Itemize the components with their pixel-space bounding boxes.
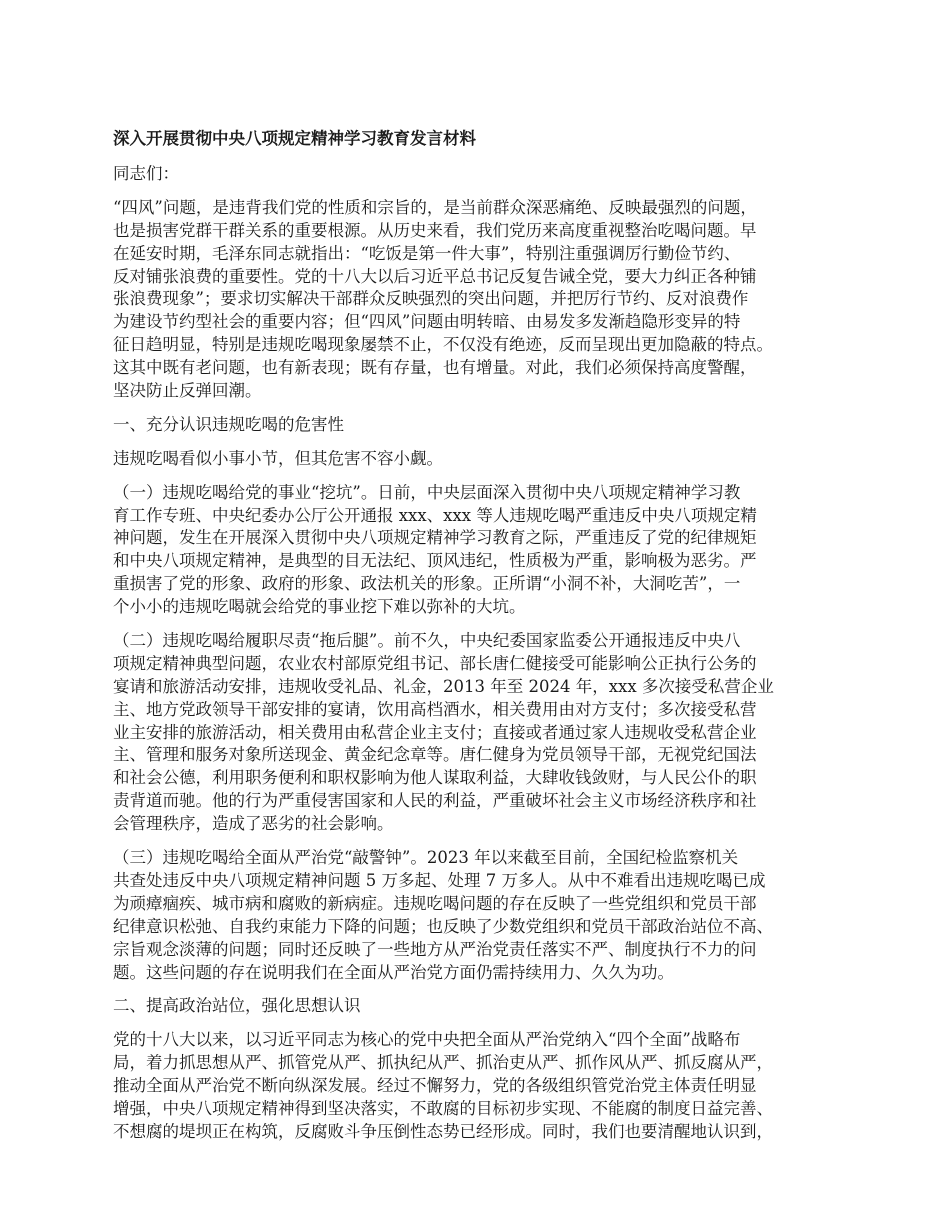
text-line: 为顽瘴痼疾、城市病和腐败的新病症。违规吃喝问题的存在反映了一些党组织和党员干部 xyxy=(113,893,757,913)
text-line: 神问题，发生在开展深入贯彻中央八项规定精神学习教育之际，严重违反了党的纪律规矩 xyxy=(113,528,757,548)
text-line: 宴请和旅游活动安排，违规收受礼品、礼金，2013 年至 2024 年，xxx 多次接受私营企业 xyxy=(113,676,774,696)
text-line: 育工作专班、中央纪委办公厅公开通报 xxx、xxx 等人违规吃喝严重违反中央八项规定精 xyxy=(113,505,757,525)
text-line: 宗旨观念淡薄的问题；同时还反映了一些地方从严治党责任落实不严、制度执行不力的问 xyxy=(113,939,757,959)
text-line: 也是损害党群干群关系的重要根源。从历史来看，我们党历来高度重视整治吃喝问题。早 xyxy=(113,220,757,240)
text-line: 违规吃喝看似小事小节，但其危害不容小觑。 xyxy=(113,448,443,468)
text-line: 反对铺张浪费的重要性。党的十八大以后习近平总书记反复告诫全党，要大力纠正各种铺 xyxy=(113,266,757,286)
section-heading xyxy=(113,995,853,1018)
text-line: 和中央八项规定精神，是典型的目无法纪、顶风违纪，性质极为严重，影响极为恶劣。严 xyxy=(113,551,757,571)
text-line: 主、地方党政领导干部安排的宴请，饮用高档酒水，相关费用由对方支付；多次接受私营 xyxy=(113,699,757,719)
text-line: 会管理秩序，造成了恶劣的社会影响。 xyxy=(113,814,394,834)
text-line: 在延安时期，毛泽东同志就指出：“吃饭是第一件大事”，特别注重强调厉行勤俭节约、 xyxy=(113,243,741,263)
text-line: 共查处违反中央八项规定精神问题 5 万多起、处理 7 万多人。从中不难看出违规吃喝已成 xyxy=(113,870,766,890)
paragraph xyxy=(113,1029,853,1143)
text-line: 坚决防止反弹回潮。 xyxy=(113,381,262,401)
paragraph xyxy=(113,197,853,403)
text-line: 党的十八大以来，以习近平同志为核心的党中央把全面从严治党纳入“四个全面”战略布 xyxy=(113,1030,741,1050)
text-line: 为建设节约型社会的重要内容；但“四风”问题由明转暗、由易发多发渐趋隐形变异的特 xyxy=(113,312,741,332)
text-line: 责背道而驰。他的行为严重侵害国家和人民的利益，严重破坏社会主义市场经济秩序和社 xyxy=(113,791,757,811)
text-line: 项规定精神典型问题，农业农村部原党组书记、部长唐仁健接受可能影响公正执行公务的 xyxy=(113,653,757,673)
document-title: 深入开展贯彻中央八项规定精神学习教育发言材料 xyxy=(113,129,476,148)
text-line: 和社会公德，利用职务便利和职权影响为他人谋取利益，大肆收钱敛财，与人民公仆的职 xyxy=(113,768,757,788)
text-line: 题。这些问题的存在说明我们在全面从严治党方面仍需持续用力、久久为功。 xyxy=(113,962,674,982)
text-line: 推动全面从严治党不断向纵深发展。经过不懈努力，党的各级组织管党治党主体责任明显 xyxy=(113,1076,757,1096)
text-line: 不想腐的堤坝正在构筑，反腐败斗争压倒性态势已经形成。同时，我们也要清醒地认识到， xyxy=(113,1121,773,1141)
text-line: 同志们： xyxy=(113,164,179,183)
text-line: 一、充分认识违规吃喝的危害性 xyxy=(113,414,344,434)
text-line: （二）违规吃喝给履职尽责“拖后腿”。前不久，中央纪委国家监委公开通报违反中央八 xyxy=(113,631,741,651)
text-line: （三）违规吃喝给全面从严治党“敲警钟”。2023 年以来截至目前，全国纪检监察机关 xyxy=(113,848,739,868)
text-line: （一）违规吃喝给党的事业“挖坑”。日前，中央层面深入贯彻中央八项规定精神学习教 xyxy=(113,482,741,502)
text-line: “四风”问题，是违背我们党的性质和宗旨的，是当前群众深恶痛绝、反映最强烈的问题， xyxy=(113,197,757,217)
text-line: 重损害了党的形象、政府的形象、政法机关的形象。正所谓“小洞不补，大洞吃苦”，一 xyxy=(113,574,741,594)
text-line: 主、管理和服务对象所送现金、黄金纪念章等。唐仁健身为党员领导干部，无视党纪国法 xyxy=(113,745,757,765)
paragraph xyxy=(113,847,853,984)
section-heading xyxy=(113,414,853,437)
text-line: 征日趋明显，特别是违规吃喝现象屡禁不止，不仅没有绝迹，反而呈现出更加隐蔽的特点。 xyxy=(113,335,773,355)
text-line: 张浪费现象”；要求切实解决干部群众反映强烈的突出问题，并把厉行节约、反对浪费作 xyxy=(113,289,749,309)
text-line: 局，着力抓思想从严、抓管党从严、抓执纪从严、抓治吏从严、抓作风从严、抓反腐从严， xyxy=(113,1053,773,1073)
text-line: 这其中既有老问题，也有新表现；既有存量，也有增量。对此，我们必须保持高度警醒， xyxy=(113,358,757,378)
text-line: 业主安排的旅游活动，相关费用由私营企业主支付；直接或者通过家人违规收受私营企业 xyxy=(113,722,757,742)
text-line: 增强，中央八项规定精神得到坚决落实，不敢腐的目标初步实现、不能腐的制度日益完善、 xyxy=(113,1098,773,1118)
document-page xyxy=(113,128,853,1155)
salutation xyxy=(113,163,853,186)
text-line: 个小小的违规吃喝就会给党的事业挖下难以弥补的大坑。 xyxy=(113,597,526,617)
paragraph xyxy=(113,482,853,619)
text-line: 二、提高政治站位，强化思想认识 xyxy=(113,996,361,1016)
document-body xyxy=(113,163,853,1144)
paragraph xyxy=(113,630,853,836)
text-line: 纪律意识松弛、自我约束能力下降的问题；也反映了少数党组织和党员干部政治站位不高、 xyxy=(113,916,773,936)
paragraph xyxy=(113,448,853,471)
